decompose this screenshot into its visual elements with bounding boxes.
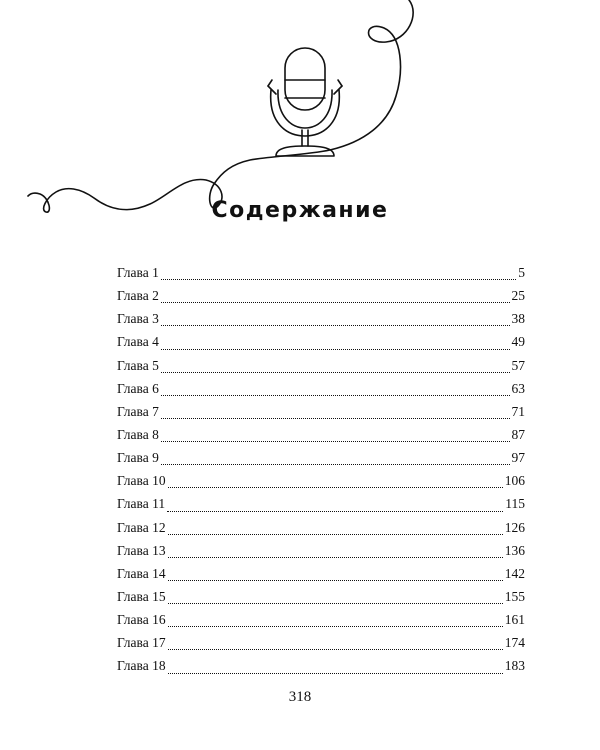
toc-entry-label: Глава 17: [117, 635, 166, 651]
toc-entry-label: Глава 6: [117, 380, 159, 396]
toc-entry-page: 155: [504, 588, 525, 604]
toc-entry-label: Глава 9: [117, 450, 159, 466]
dot-leader: [161, 372, 510, 373]
toc-entry-label: Глава 16: [117, 612, 166, 628]
toc-entry-label: Глава 13: [117, 542, 166, 558]
toc-entry-label: Глава 4: [117, 334, 159, 350]
toc-entry-page: 106: [504, 473, 525, 489]
toc-entry-page: 57: [511, 357, 525, 373]
toc-entry[interactable]: [117, 631, 525, 654]
dot-leader: [161, 441, 510, 442]
toc-entry-page: 161: [504, 612, 525, 628]
dot-leader: [167, 511, 503, 512]
toc-entry-label: Глава 3: [117, 311, 159, 327]
page-title: Содержание: [211, 198, 389, 223]
toc-entry[interactable]: [117, 284, 525, 307]
toc-entry-label: Глава 2: [117, 288, 159, 304]
toc-entry-page: 25: [511, 288, 525, 304]
dot-leader: [161, 349, 510, 350]
toc-entry[interactable]: [117, 354, 525, 377]
toc-entry[interactable]: [117, 446, 525, 469]
toc-entry-page: 38: [511, 311, 525, 327]
toc-entry-label: Глава 10: [117, 473, 166, 489]
toc-entry-label: Глава 8: [117, 426, 159, 442]
dot-leader: [168, 580, 503, 581]
dot-leader: [161, 464, 510, 465]
toc-entry-label: Глава 18: [117, 658, 166, 674]
toc-entry-page: 115: [505, 496, 525, 512]
toc-entry[interactable]: [117, 377, 525, 400]
toc-entry-label: Глава 12: [117, 519, 166, 535]
dot-leader: [161, 279, 516, 280]
toc-entry[interactable]: [117, 654, 525, 677]
dot-leader: [168, 603, 503, 604]
toc-entry[interactable]: [117, 516, 525, 539]
toc-entry-label: Глава 14: [117, 565, 166, 581]
toc-entry-label: Глава 11: [117, 496, 166, 512]
dot-leader: [168, 557, 503, 558]
toc-entry-page: 87: [511, 426, 525, 442]
toc-entry-page: 174: [504, 635, 525, 651]
toc-entry[interactable]: [117, 330, 525, 353]
toc-entry-page: 63: [511, 380, 525, 396]
toc-entry[interactable]: [117, 608, 525, 631]
dot-leader: [161, 418, 510, 419]
dot-leader: [168, 487, 503, 488]
toc-entry-page: 5: [518, 265, 525, 280]
dot-leader: [168, 649, 503, 650]
toc-entry[interactable]: [117, 562, 525, 585]
page-number: 318: [288, 689, 312, 705]
toc-entry-page: 49: [511, 334, 525, 350]
toc-entry[interactable]: [117, 585, 525, 608]
toc-entry[interactable]: [117, 400, 525, 423]
toc-entry-page: 71: [511, 403, 525, 419]
toc-entry[interactable]: [117, 469, 525, 492]
toc-entry-page: 97: [511, 450, 525, 466]
microphone-yoke: [271, 90, 340, 136]
microphone-head: [285, 48, 325, 110]
toc-entry-page: 183: [504, 658, 525, 674]
toc-entry[interactable]: [117, 307, 525, 330]
dot-leader: [161, 302, 510, 303]
toc-entry-page: 136: [504, 542, 525, 558]
microphone-cord: [28, 0, 413, 212]
toc-entry-label: Глава 7: [117, 403, 159, 419]
toc-entry[interactable]: [117, 261, 525, 284]
toc-entry-label: Глава 5: [117, 357, 159, 373]
toc-entry-page: 126: [504, 519, 525, 535]
dot-leader: [161, 395, 510, 396]
dot-leader: [168, 626, 503, 627]
toc-entry-label: Глава 15: [117, 588, 166, 604]
toc-entry[interactable]: [117, 492, 525, 515]
dot-leader: [168, 673, 503, 674]
dot-leader: [161, 325, 510, 326]
toc-entry[interactable]: [117, 539, 525, 562]
toc-entry[interactable]: [117, 423, 525, 446]
dot-leader: [168, 534, 503, 535]
toc-entry-label: Глава 1: [117, 265, 159, 280]
toc-entry-page: 142: [504, 565, 525, 581]
table-of-contents: [117, 261, 525, 678]
